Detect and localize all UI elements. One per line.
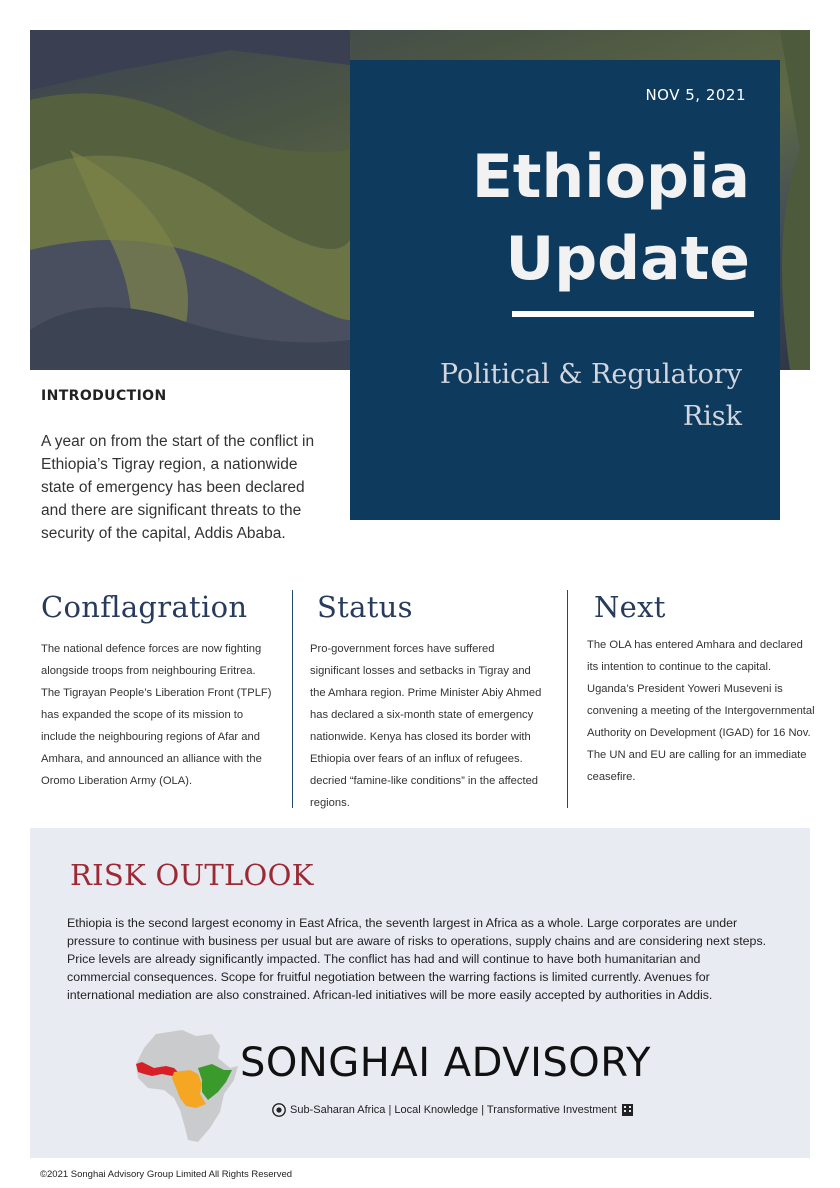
title-panel [350, 60, 780, 520]
column-heading: Conflagration [41, 590, 248, 624]
column-heading: Next [594, 590, 666, 624]
company-tagline [272, 1103, 634, 1117]
column-body: The OLA has entered Amhara and declared its intention to continue to the capital. Uganda’s President Yoweri Museveni is convening a meeting of the Intergovernmental Authority on Development (IGAD) for 16 Nov. The UN and EU are calling for an immediate ceasefire. [587, 639, 815, 783]
page-subtitle: Political & Regulatory Risk [439, 359, 742, 432]
seal-icon [272, 1103, 286, 1117]
tagline-text: Sub-Saharan Africa | Local Knowledge | Transformative Investment [290, 1104, 617, 1116]
title-line-1: Ethiopia [471, 142, 750, 212]
issue-date: NOV 5, 2021 [645, 86, 746, 104]
risk-outlook-heading: RISK OUTLOOK [70, 858, 314, 892]
column-next [587, 590, 817, 788]
column-body: The national defence forces are now fighting alongside troops from neighbouring Eritrea. The Tigrayan People’s Liberation Front (TPLF) has expanded the scope of its mission to include the neighbouring regions of Afar and Amhara, and announced an alliance with the Oromo Liberation Army (OLA). [41, 643, 272, 787]
page-title [370, 136, 750, 300]
introduction-body: A year on from the start of the conflict in Ethiopia’s Tigray region, a nationwide state of emergency has been declared and there are significant threats to the security of the capital, Addis Ababa. [41, 433, 315, 542]
column-body: Pro-government forces have suffered significant losses and setbacks in Tigray and the Amhara region. Prime Minister Abiy Ahmed has declared a six-month state of emergency nationwide. Kenya has closed its border with Ethiopia over fears of an influx of refugees. decried “famine-like conditions” in the affected regions. [310, 643, 542, 809]
africa-map-icon [134, 1028, 244, 1146]
building-icon [621, 1103, 634, 1117]
risk-outlook-body: Ethiopia is the second largest economy in East Africa, the seventh largest in Africa as a whole. Large corporates are under pressure to continue with business per usual but are aware of risks to operations, supply chains and are considering next steps. Price levels are already significantly impacted. The conflict has had and will continue to have both humanitarian and commercial consequences. Scope for fruitful negotiation between the warring factions is limited currently. Avenues for international mediation are also constrained. African-led initiatives will be more easily accepted by authorities in Addis. [67, 916, 767, 1002]
column-conflagration [41, 590, 277, 792]
column-divider [292, 590, 293, 808]
risk-outlook-panel [30, 828, 810, 1158]
title-divider [512, 311, 754, 317]
copyright-footer: ©2021 Songhai Advisory Group Limited All Rights Reserved [40, 1169, 293, 1180]
column-status [310, 590, 546, 814]
column-heading: Status [317, 590, 413, 624]
title-line-2: Update [505, 224, 750, 294]
company-logo-name: SONGHAI ADVISORY [240, 1040, 651, 1086]
column-divider [567, 590, 568, 808]
introduction-heading: INTRODUCTION [41, 388, 167, 404]
